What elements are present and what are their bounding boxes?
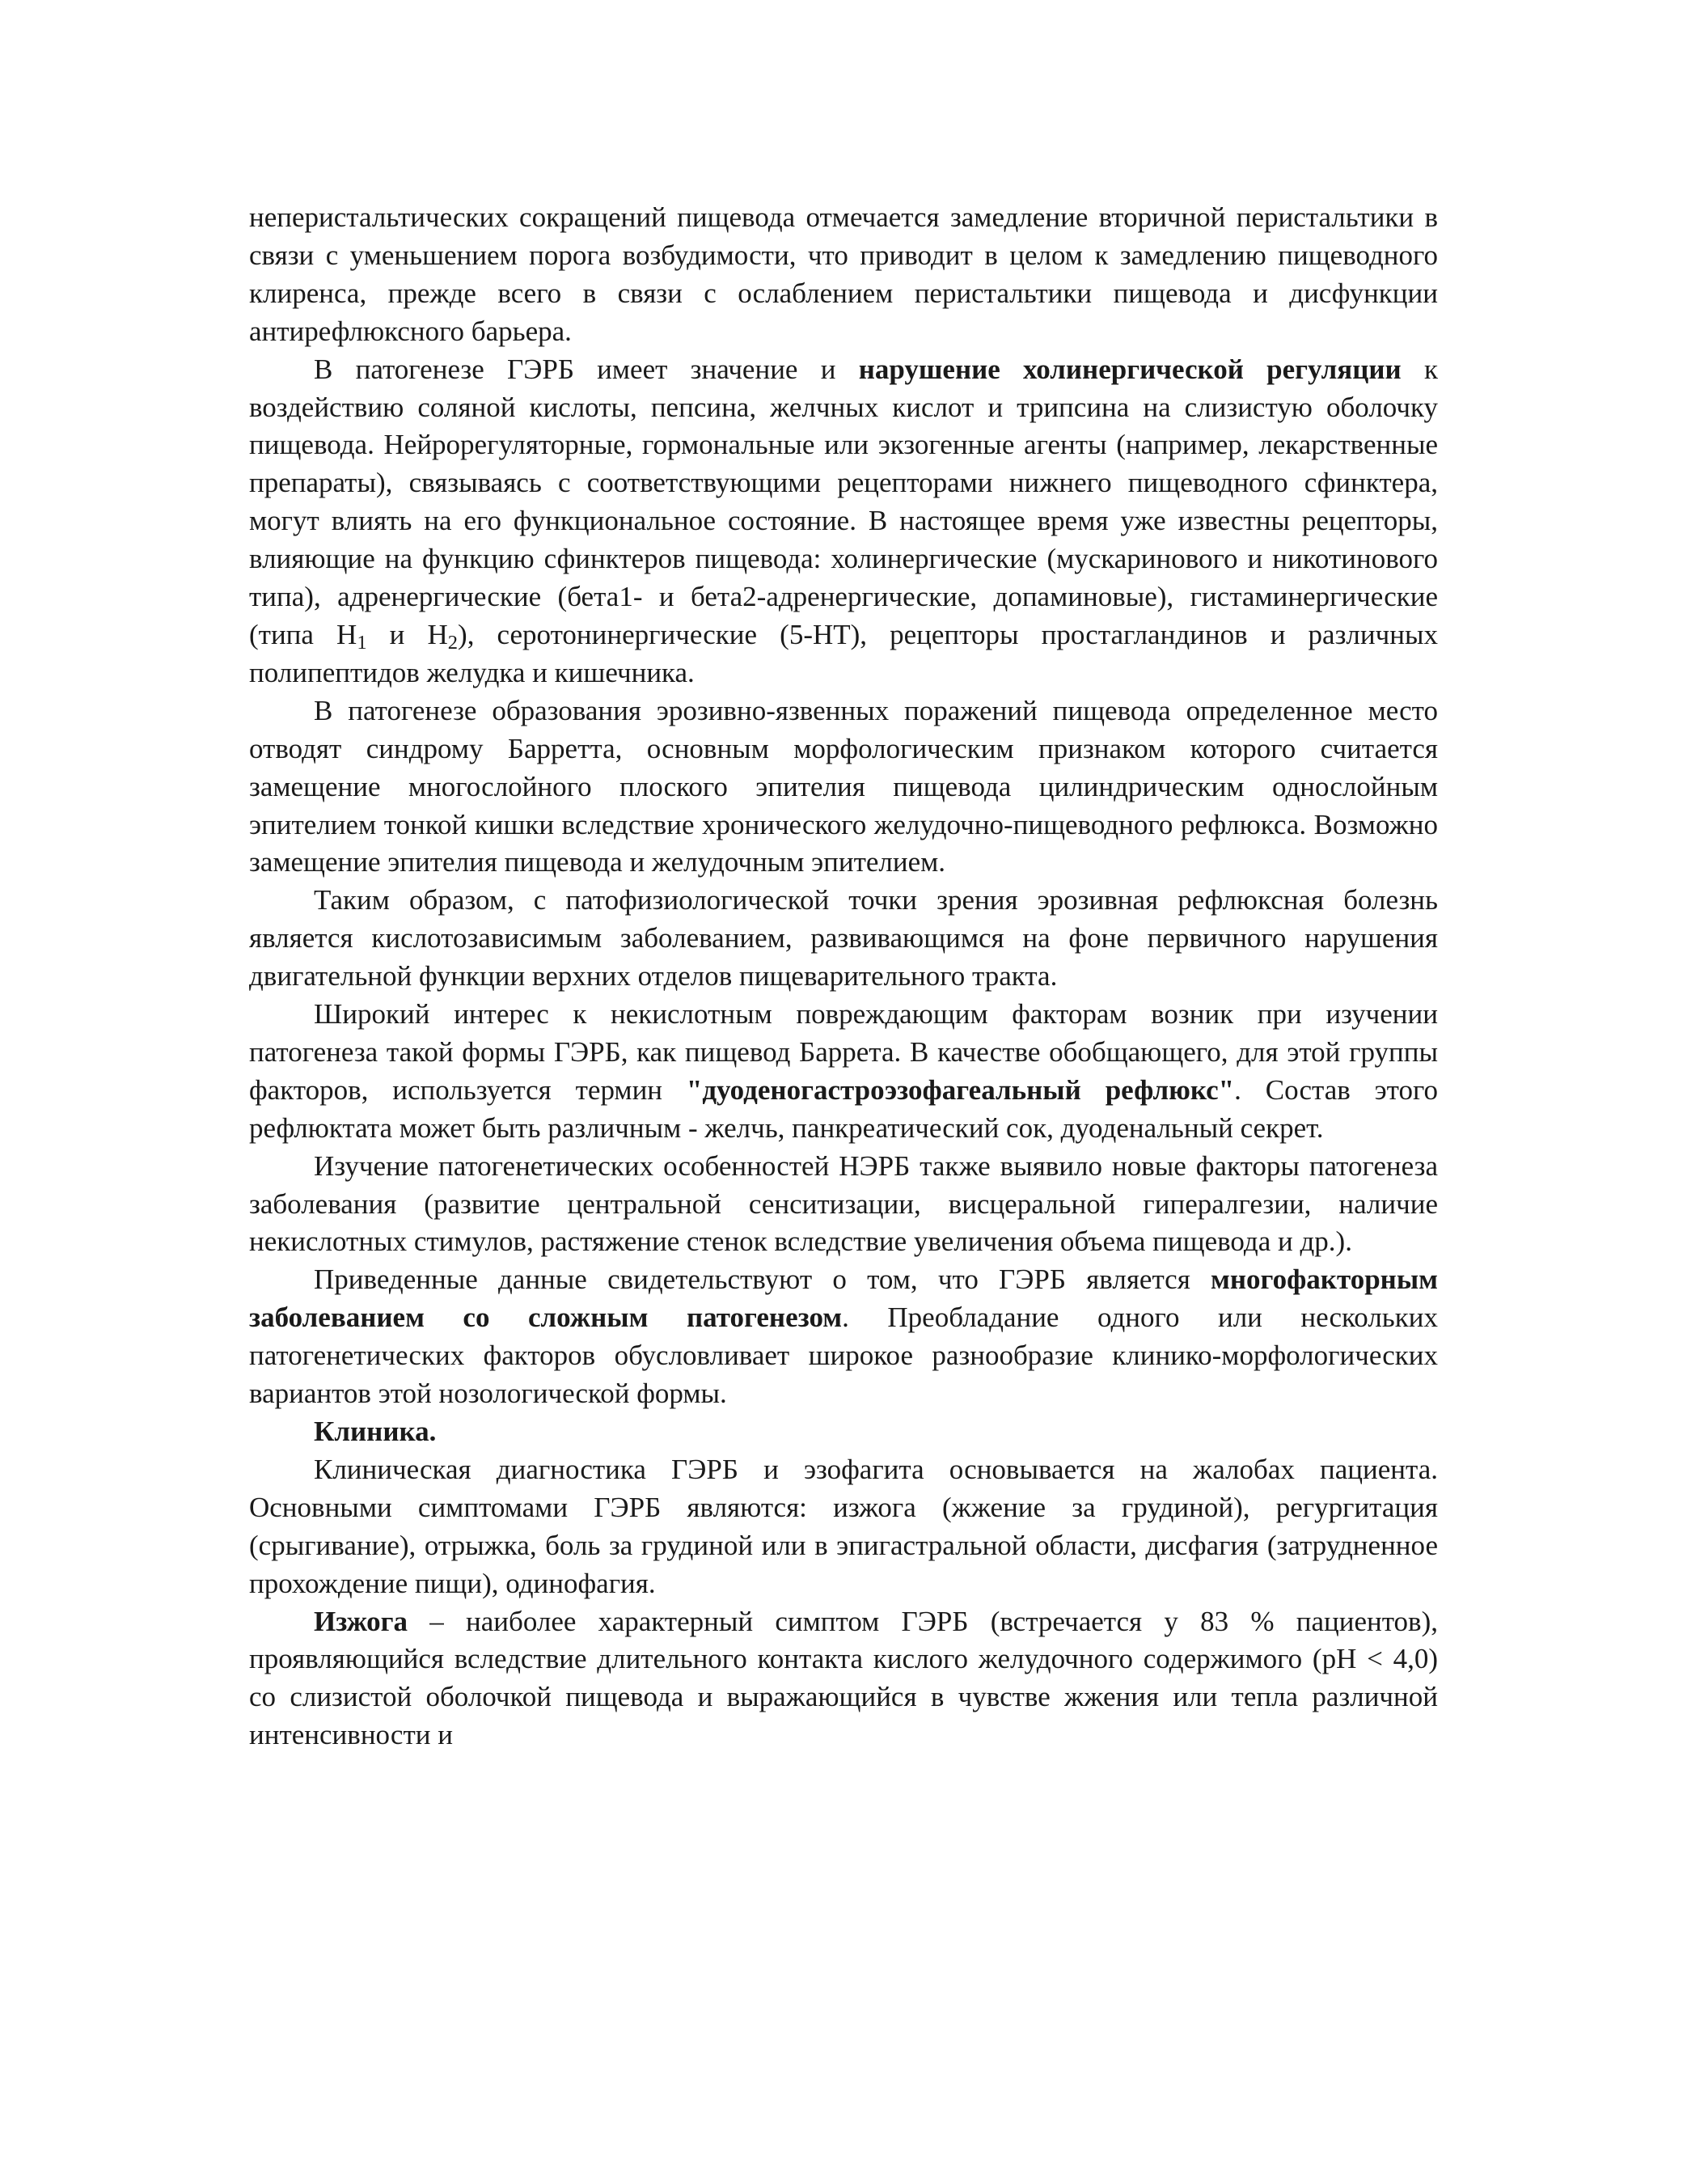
paragraph	[249, 996, 1438, 1148]
paragraph	[249, 199, 1438, 351]
text-run: Приведенные данные свидетельствуют о том, что ГЭРБ является	[314, 1263, 1211, 1296]
bold-term: Изжога	[314, 1605, 408, 1637]
text-run: Широкий интерес к некислотным повреждающим факторам возник при изучении патогенеза такой формы ГЭРБ, как пищевод Баррета. В качестве обобщающего, для этой группы факторов, используется термин	[249, 998, 1438, 1106]
text-run: В патогенезе ГЭРБ имеет значение и	[314, 353, 859, 385]
subscript: 2	[447, 632, 459, 654]
document-page	[249, 199, 1438, 1754]
paragraph	[249, 882, 1438, 996]
text-run: . Преобладание одного или нескольких патогенетических факторов обусловливает широкое разнообразие клинико-морфологических вариантов этой нозологической формы.	[249, 1302, 1438, 1410]
text-run: и Н	[366, 618, 448, 650]
section-heading	[249, 1413, 1438, 1451]
text-run: к воздействию соляной кислоты, пепсина, желчных кислот и трипсина на слизистую оболочку пищевода. Нейрорегуляторные, гормональные или экзогенные агенты (например, лекарственные препараты), связываясь с соответствующими рецепторами нижнего пищеводного сфинктера, могут влиять на его функциональное состояние. В настоящее время уже известны рецепторы, влияющие на функцию сфинктеров пищевода: холинергические (мускаринового и никотинового типа), адренергические (бета1- и бета2-адренергические, допаминовые), гистаминергические (типа Н	[249, 353, 1438, 650]
text-run: Изучение патогенетических особенностей НЭРБ также выявило новые факторы патогенеза заболевания (развитие центральной сенситизации, висцеральной гипералгезии, наличие некислотных стимулов, растяжение стенок вследствие увеличения объема пищевода и др.).	[249, 1149, 1438, 1258]
text-run: Таким образом, с патофизиологической точки зрения эрозивная рефлюксная болезнь является кислотозависимым заболеванием, развивающимся на фоне первичного нарушения двигательной функции верхних отделов пищеварительного тракта.	[249, 884, 1438, 993]
text-run: Клиническая диагностика ГЭРБ и эзофагита основывается на жалобах пациента. Основными симптомами ГЭРБ являются: изжога (жжение за грудиной), регургитация (срыгивание), отрыжка, боль за грудиной или в эпигастральной области, дисфагия (затрудненное прохождение пищи), одинофагия.	[249, 1453, 1438, 1599]
text-run: – наиболее характерный симптом ГЭРБ (встречается у 83 % пациентов), проявляющийся вследствие длительного контакта кислого желудочного содержимого (рН < 4,0) со слизистой оболочкой пищевода и выражающийся в чувстве жжения или тепла различной интенсивности и	[249, 1605, 1438, 1751]
paragraph	[249, 692, 1438, 882]
bold-term: "дуоденогастроэзофагеальный рефлюкс"	[686, 1073, 1235, 1106]
paragraph	[249, 351, 1438, 692]
text-run: неперистальтических сокращений пищевода отмечается замедление вторичной перистальтики в связи с уменьшением порога возбудимости, что приводит в целом к замедлению пищеводного клиренса, прежде всего в связи с ослаблением перистальтики пищевода и дисфункции антирефлюксного барьера.	[249, 201, 1438, 347]
subscript: 1	[357, 632, 367, 654]
paragraph	[249, 1261, 1438, 1413]
text-run: В патогенезе образования эрозивно-язвенных поражений пищевода определенное место отводят синдрому Барретта, основным морфологическим признаком которого считается замещение многослойного плоского эпителия пищевода цилиндрическим однослойным эпителием тонкой кишки вследствие хронического желудочно-пищеводного рефлюкса. Возможно замещение эпителия пищевода и желудочным эпителием.	[249, 694, 1438, 878]
paragraph	[249, 1451, 1438, 1603]
section-heading-text: Клиника.	[314, 1416, 437, 1447]
paragraph	[249, 1148, 1438, 1262]
text-run: . Состав этого рефлюктата может быть различным - желчь, панкреатический сок, дуоденальный секрет.	[249, 1073, 1439, 1144]
paragraph	[249, 1603, 1438, 1755]
bold-term: многофакторным заболеванием со сложным патогенезом	[249, 1263, 1438, 1334]
bold-term: нарушение холинергической регуляции	[858, 353, 1402, 385]
text-run: ), серотонинергические (5-НТ), рецепторы простагландинов и различных полипептидов желудка и кишечника.	[249, 618, 1438, 688]
